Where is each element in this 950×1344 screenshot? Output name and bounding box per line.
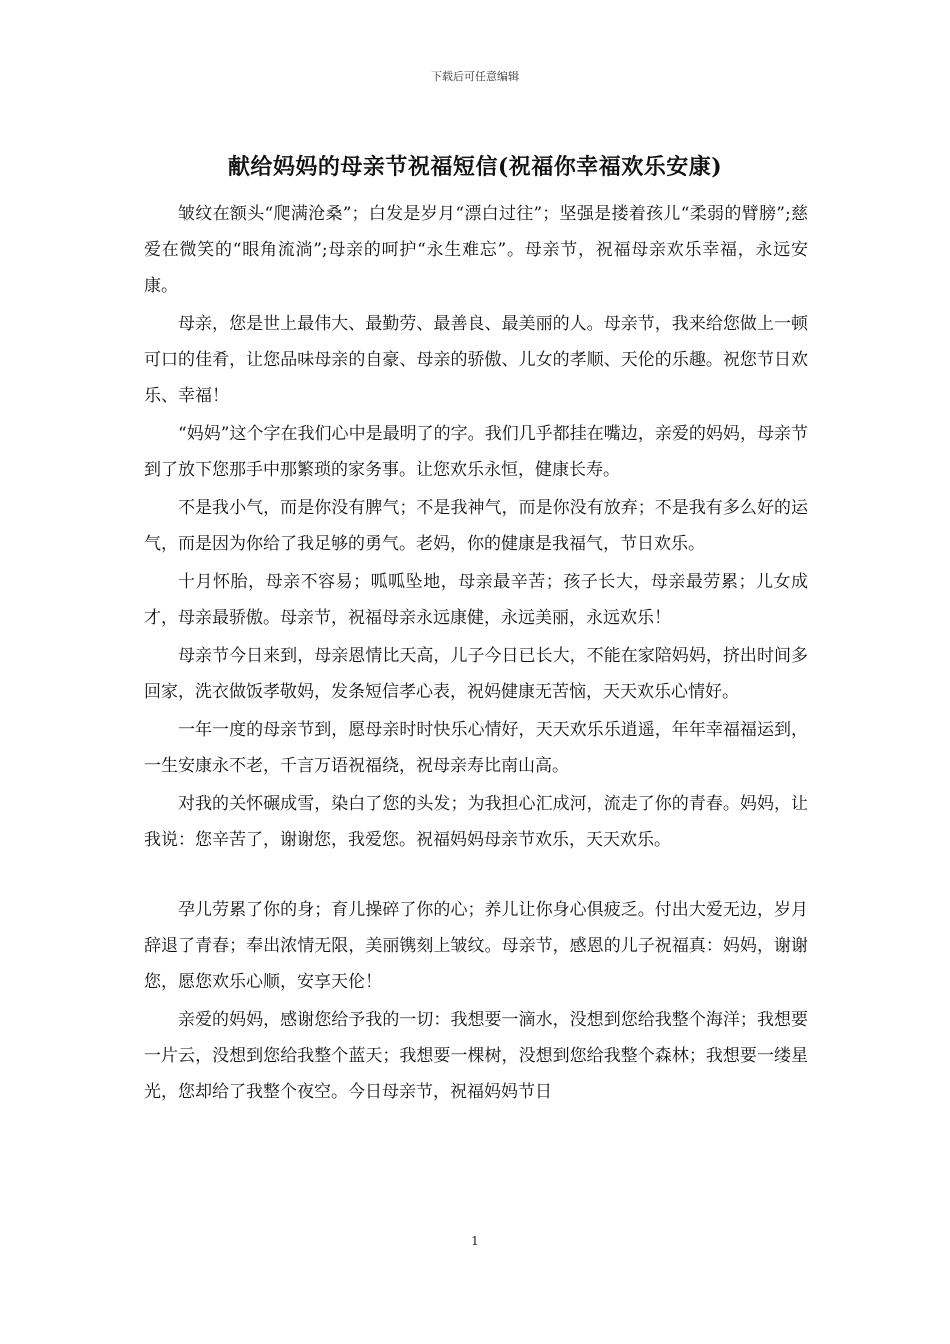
document-body xyxy=(144,196,808,1112)
paragraph: “妈妈”这个字在我们心中是最明了的字。我们几乎都挂在嘴边，亲爱的妈妈，母亲节到了放下您那手中那繁琐的家务事。让您欢乐永恒，健康长寿。 xyxy=(144,424,808,480)
paragraph: 母亲，您是世上最伟大、最勤劳、最善良、最美丽的人。母亲节，我来给您做上一顿可口的佳肴，让您品味母亲的自豪、母亲的骄傲、儿女的孝顺、天伦的乐趣。祝您节日欢乐、幸福！ xyxy=(144,314,808,406)
paragraph: 亲爱的妈妈，感谢您给予我的一切：我想要一滴水，没想到您给我整个海洋；我想要一片云，没想到您给我整个蓝天；我想要一棵树，没想到您给我整个森林；我想要一缕星光，您却给了我整个夜空。今日母亲节，祝福妈妈节日 xyxy=(144,1010,808,1102)
paragraph: 母亲节今日来到，母亲恩情比天高，儿子今日已长大，不能在家陪妈妈，挤出时间多回家，洗衣做饭孝敬妈，发条短信孝心表，祝妈健康无苦恼，天天欢乐心情好。 xyxy=(144,646,808,702)
paragraph: 皱纹在额头“爬满沧桑”；白发是岁月“漂白过往”；坚强是搂着孩儿“柔弱的臂膀”;慈爱在微笑的“眼角流淌”;母亲的呵护“永生难忘”。母亲节，祝福母亲欢乐幸福，永远安康。 xyxy=(144,204,808,296)
paragraph: 十月怀胎，母亲不容易；呱呱坠地，母亲最辛苦；孩子长大，母亲最劳累；儿女成才，母亲最骄傲。母亲节，祝福母亲永远康健，永远美丽，永远欢乐！ xyxy=(144,572,808,628)
page-number: 1 xyxy=(471,1234,479,1248)
paragraph: 一年一度的母亲节到，愿母亲时时快乐心情好，天天欢乐乐逍遥，年年幸福福运到，一生安康永不老，千言万语祝福绕，祝母亲寿比南山高。 xyxy=(144,720,808,776)
header-note: 下载后可任意编辑 xyxy=(431,70,519,83)
paragraph: 对我的关怀碾成雪，染白了您的头发；为我担心汇成河，流走了你的青春。妈妈，让我说：您辛苦了，谢谢您，我爱您。祝福妈妈母亲节欢乐，天天欢乐。 xyxy=(144,794,808,850)
paragraph: 不是我小气，而是你没有脾气；不是我神气，而是你没有放弃；不是我有多么好的运气，而是因为你给了我足够的勇气。老妈，你的健康是我福气，节日欢乐。 xyxy=(144,498,808,554)
document-title: 献给妈妈的母亲节祝福短信(祝福你幸福欢乐安康) xyxy=(227,154,723,180)
paragraph: 孕儿劳累了你的身；育儿操碎了你的心；养儿让你身心俱疲乏。付出大爱无边，岁月辞退了青春；奉出浓情无限，美丽镌刻上皱纹。母亲节，感恩的儿子祝福真：妈妈，谢谢您，愿您欢乐心顺，安享天伦！ xyxy=(144,900,808,992)
